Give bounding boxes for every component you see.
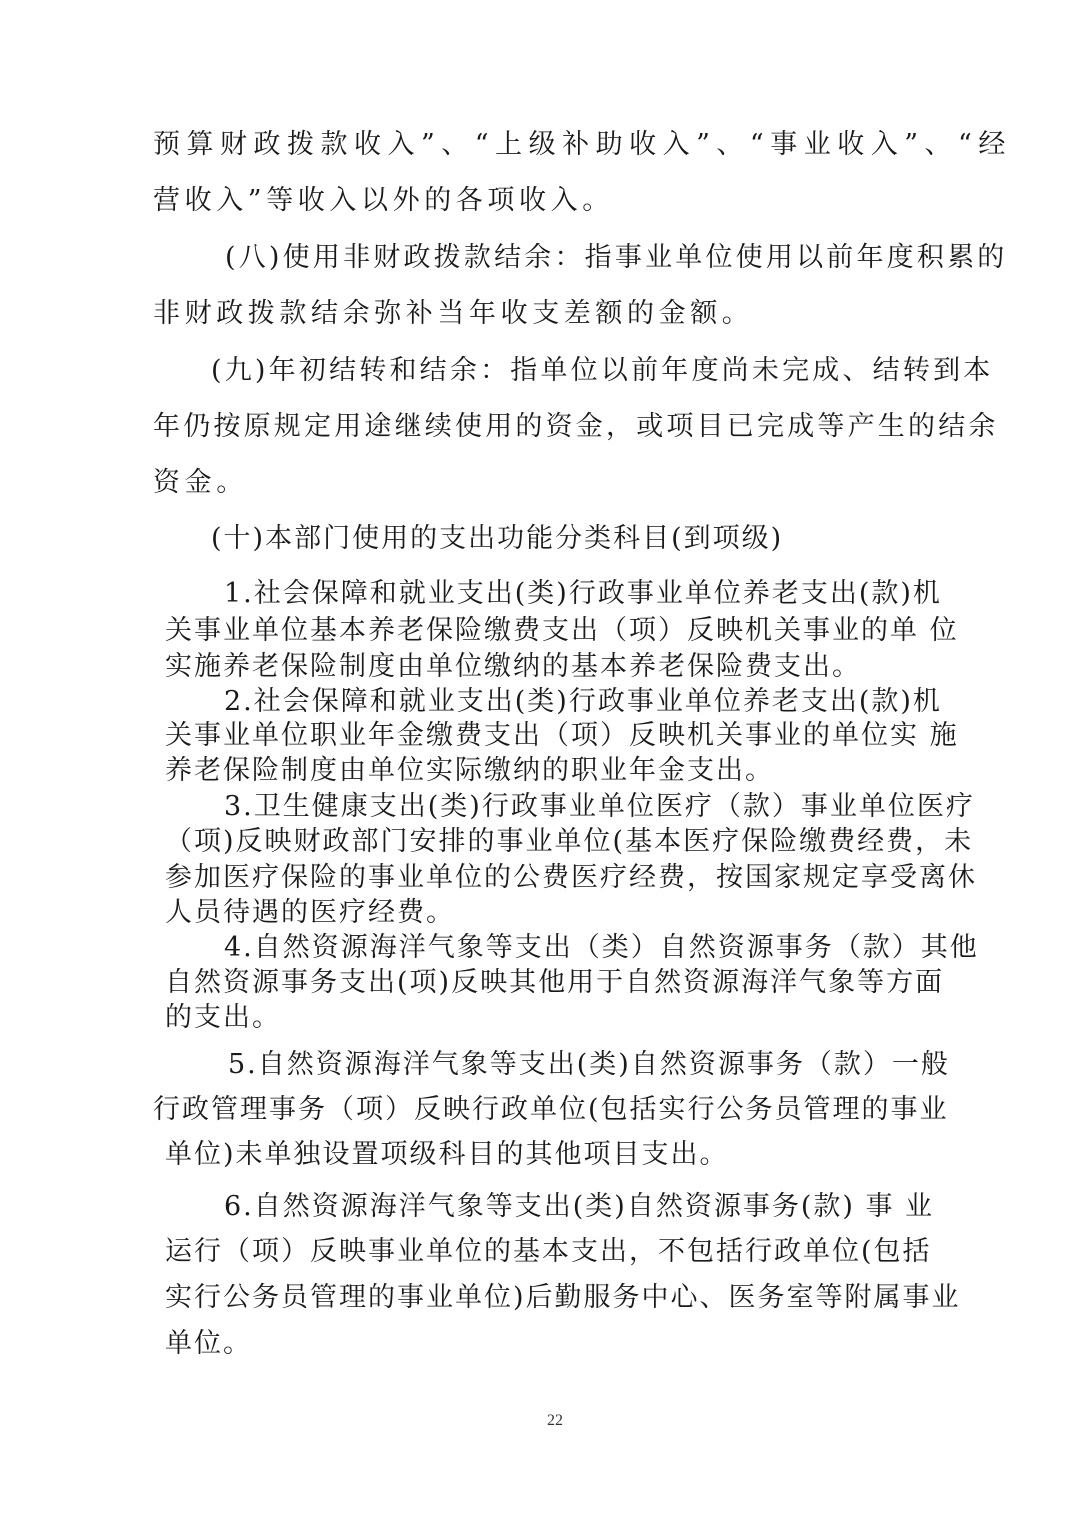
text-line-18: 人员待遇的医疗经费。 [165, 897, 455, 928]
text-line-5: (九)年初结转和结余：指单位以前年度尚未完成、结转到本 [211, 355, 994, 386]
text-line-23: 行政管理事务（项）反映行政单位(包括实行公务员管理的事业 [153, 1094, 949, 1125]
text-line-4: 非财政拨款结余弥补当年收支差额的金额。 [153, 298, 754, 329]
text-line-7: 资金。 [153, 467, 248, 498]
text-line-25: 6.自然资源海洋气象等支出(类)自然资源事务(款) 事 业 [224, 1191, 935, 1222]
page-number: 22 [547, 1412, 563, 1429]
text-line-27: 实行公务员管理的事业单位)后勤服务中心、医务室等附属事业 [165, 1282, 961, 1313]
text-line-28: 单位。 [165, 1328, 252, 1359]
text-line-22: 5.自然资源海洋气象等支出(类)自然资源事务（款）一般 [228, 1049, 950, 1080]
text-line-6: 年仍按原规定用途继续使用的资金，或项目已完成等产生的结余 [153, 411, 999, 442]
text-line-19: 4.自然资源海洋气象等支出（类）自然资源事务（款）其他 [224, 932, 979, 963]
text-line-20: 自然资源事务支出(项)反映其他用于自然资源海洋气象等方面 [165, 967, 945, 998]
section-heading: (十)本部门使用的支出功能分类科目(到项级) [211, 523, 784, 554]
text-line-16: （项)反映财政部门安排的事业单位(基本医疗保险缴费经费，未 [165, 826, 974, 857]
text-line-1: 预算财政拨款收入”、“上级补助收入”、“事业收入”、“经 [153, 129, 1012, 160]
text-line-26: 运行（项）反映事业单位的基本支出，不包括行政单位(包括 [165, 1236, 932, 1267]
text-line-21: 的支出。 [165, 1002, 281, 1033]
text-line-17: 参加医疗保险的事业单位的公费医疗经费，按国家规定享受离休 [165, 862, 977, 893]
text-line-24: 单位)未单独设置项级科目的其他项目支出。 [165, 1139, 729, 1170]
text-line-15: 3.卫生健康支出(类)行政事业单位医疗（款）事业单位医疗 [224, 791, 975, 822]
text-line-9: 1.社会保障和就业支出(类)行政事业单位养老支出(款)机 [224, 578, 942, 609]
text-line-3: (八)使用非财政拨款结余：指事业单位使用以前年度积累的 [225, 242, 1008, 273]
text-line-12: 2.社会保障和就业支出(类)行政事业单位养老支出(款)机 [224, 686, 942, 717]
text-line-11: 实施养老保险制度由单位缴纳的基本养老保险费支出。 [165, 651, 861, 682]
text-line-13: 关事业单位职业年金缴费支出（项）反映机关事业的单位实 施 [165, 720, 959, 751]
text-line-10: 关事业单位基本养老保险缴费支出（项）反映机关事业的单 位 [165, 615, 959, 646]
text-line-14: 养老保险制度由单位实际缴纳的职业年金支出。 [165, 755, 774, 786]
text-line-2: 营收入”等收入以外的各项收入。 [153, 185, 614, 216]
